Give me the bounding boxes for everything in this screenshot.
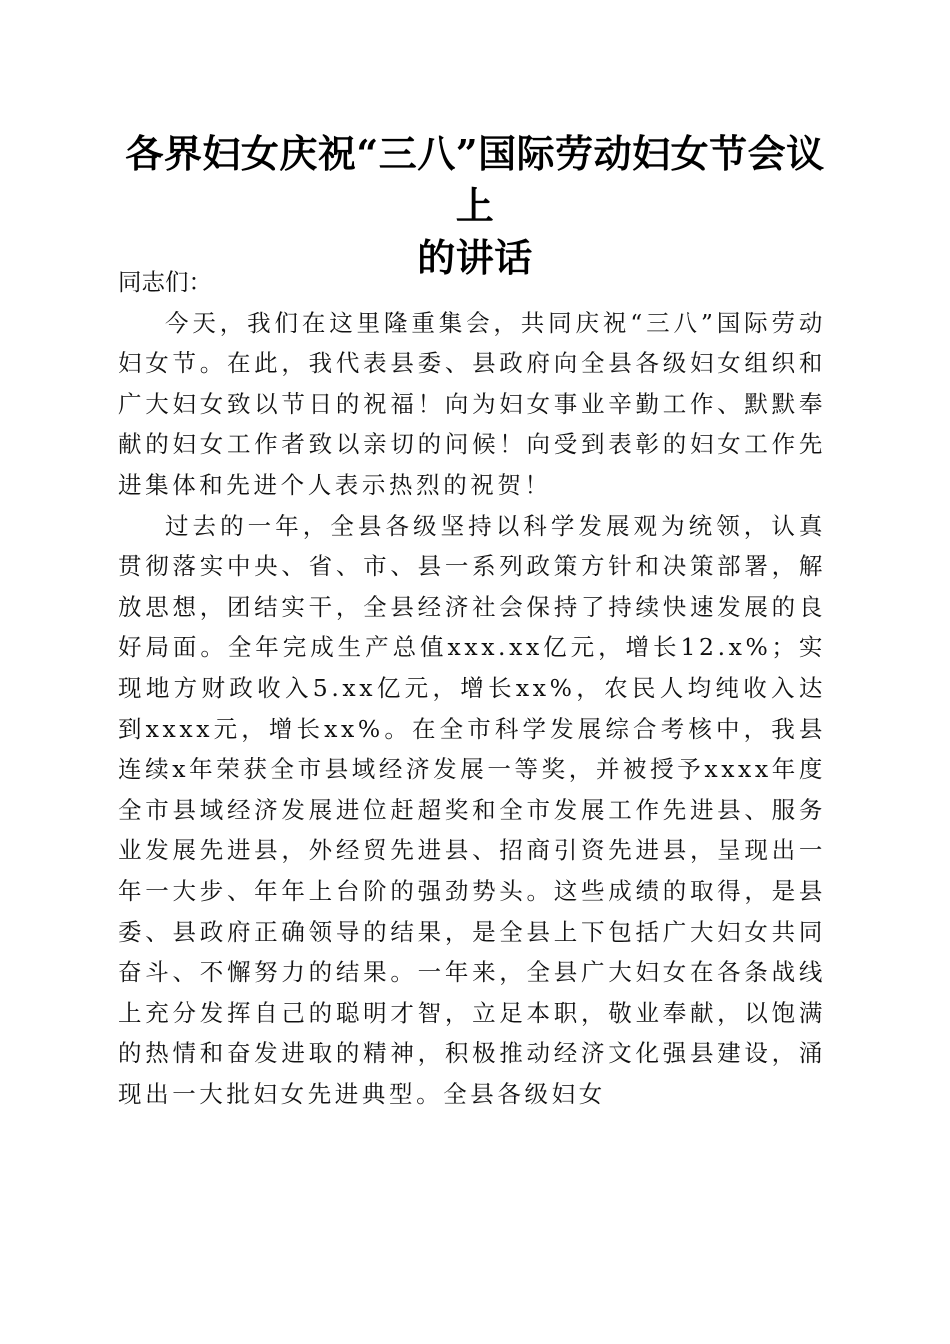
title-line-1: 各界妇女庆祝“三八”国际劳动妇女节会议上: [125, 131, 825, 228]
document-body: [118, 252, 826, 1114]
paragraph-achievements: 过去的一年，全县各级坚持以科学发展观为统领，认真贯彻落实中央、省、市、县一系列政策方针和决策部署，解放思想，团结实干，全县经济社会保持了持续快速发展的良好局面。全年完成生产总值xxx.xx亿元，增长12.x%；实现地方财政收入5.xx亿元，增长xx%，农民人均纯收入达到xxxx元，增长xx%。在全市科学发展综合考核中，我县连续x年荣获全市县域经济发展一等奖，并被授予xxxx年度全市县域经济发展进位赶超奖和全市发展工作先进县、服务业发展先进县，外经贸先进县、招商引资先进县，呈现出一年一大步、年年上台阶的强劲势头。这些成绩的取得，是县委、县政府正确领导的结果，是全县上下包括广大妇女共同奋斗、不懈努力的结果。一年来，全县广大妇女在各条战线上充分发挥自己的聪明才智，立足本职，敬业奉献，以饱满的热情和奋发进取的精神，积极推动经济文化强县建设，涌现出一大批妇女先进典型。全县各级妇女: [118, 511, 826, 1108]
salutation: 同志们：: [118, 268, 212, 296]
title-line-2: 的讲话: [417, 235, 533, 280]
paragraph-greeting: 今天，我们在这里隆重集会，共同庆祝“三八”国际劳动妇女节。在此，我代表县委、县政府向全县各级妇女组织和广大妇女致以节日的祝福！向为妇女事业辛勤工作、默默奉献的妇女工作者致以亲切的问候！向受到表彰的妇女工作先进集体和先进个人表示热烈的祝贺！: [118, 308, 826, 499]
